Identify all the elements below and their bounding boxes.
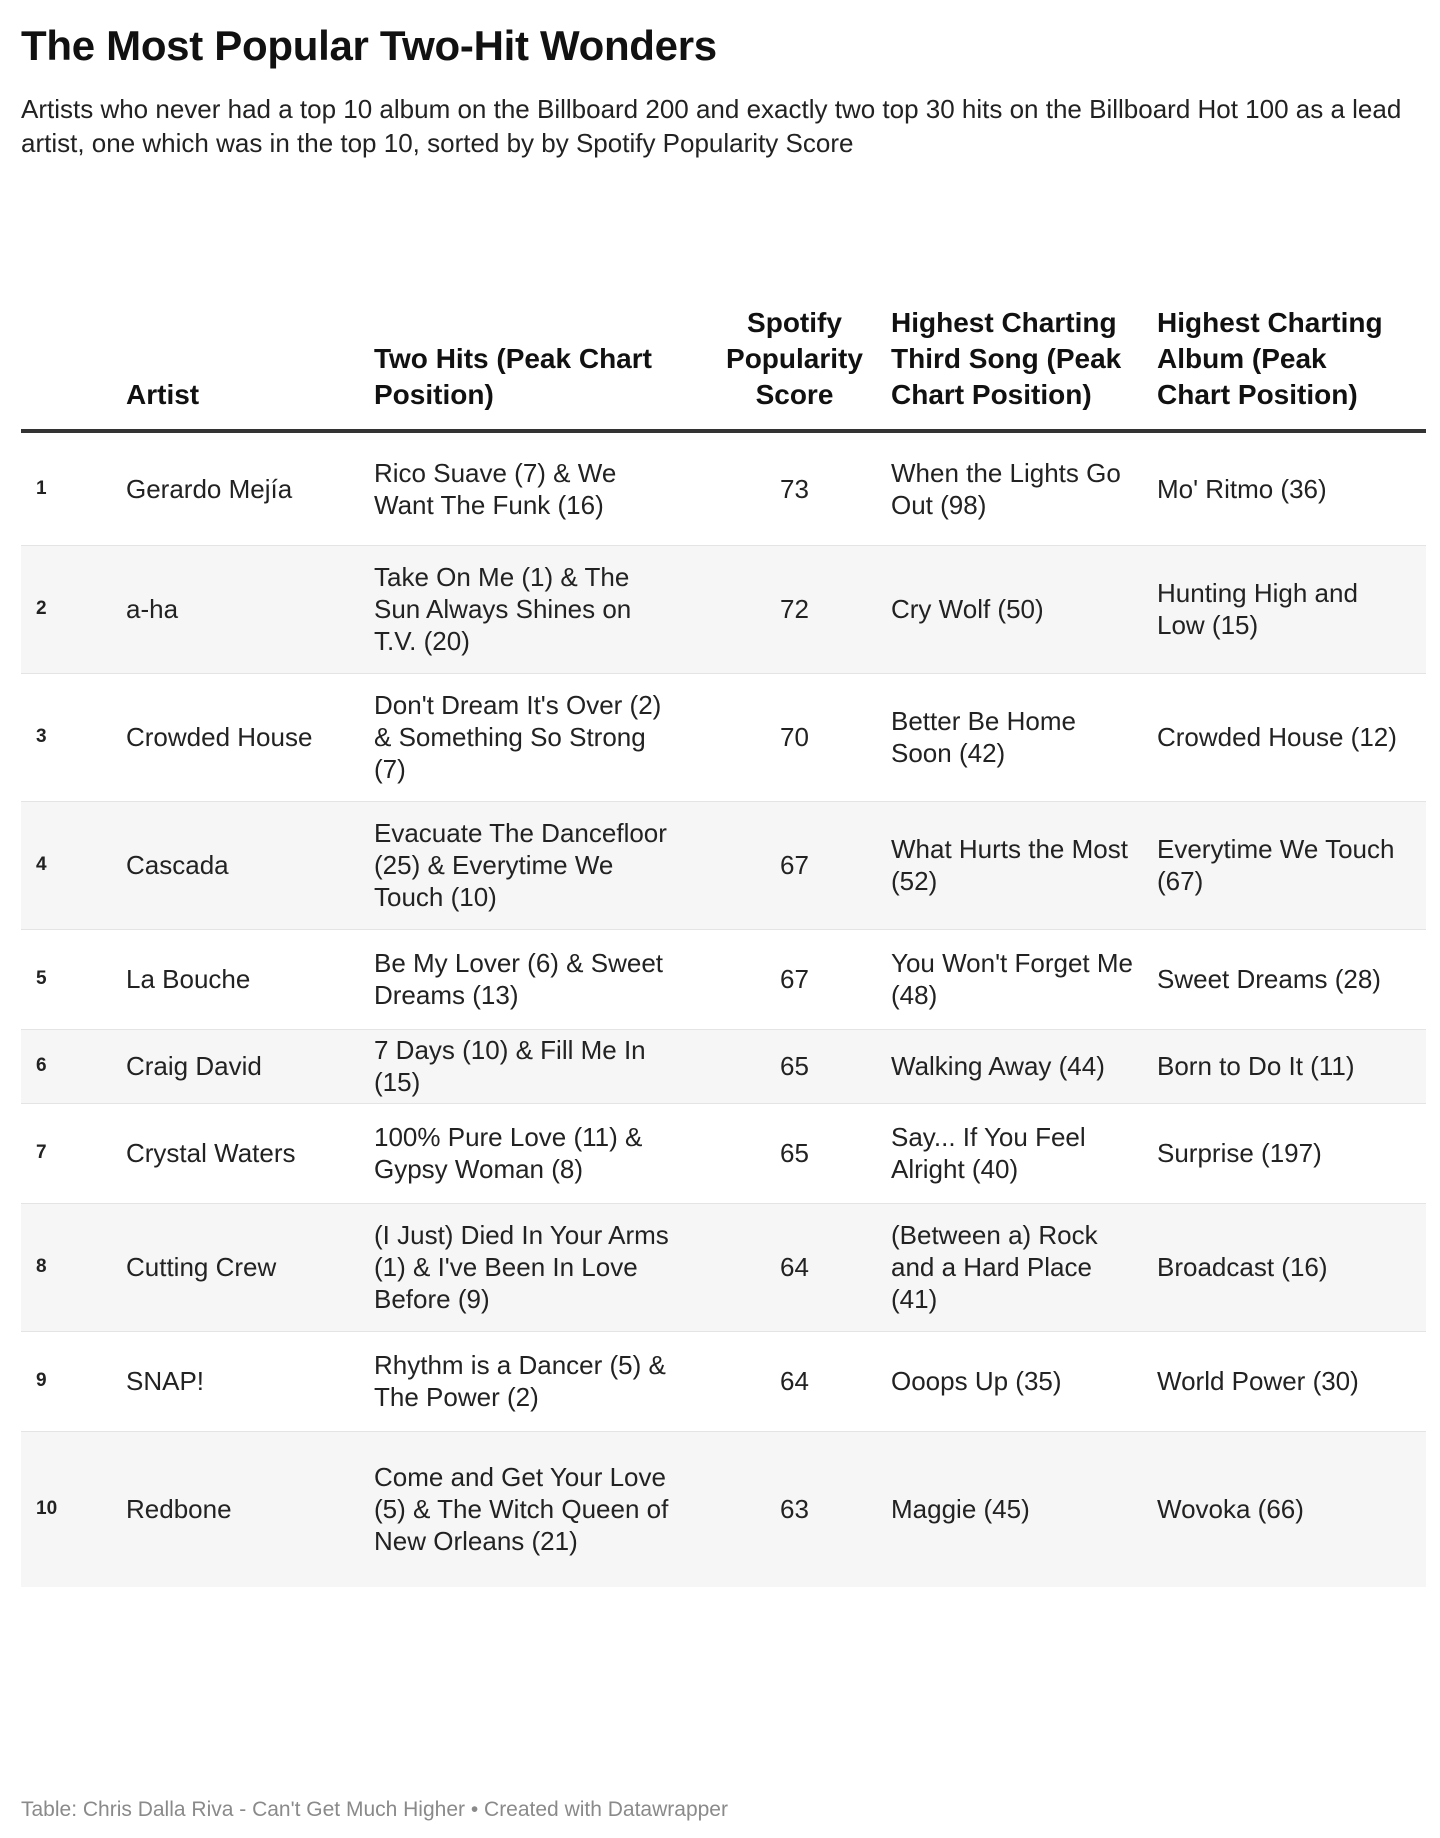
cell-rank: 9	[21, 1331, 126, 1431]
table-row	[21, 1103, 1426, 1203]
cell-artist: Crystal Waters	[126, 1103, 374, 1203]
cell-rank: 2	[21, 545, 126, 673]
cell-third-song: Ooops Up (35)	[891, 1331, 1157, 1431]
cell-rank: 5	[21, 929, 126, 1029]
cell-album: World Power (30)	[1157, 1331, 1426, 1431]
table-body	[21, 431, 1426, 1587]
cell-rank: 6	[21, 1029, 126, 1103]
cell-rank: 10	[21, 1431, 126, 1587]
table-row	[21, 801, 1426, 929]
table-row	[21, 1431, 1426, 1587]
cell-album: Everytime We Touch (67)	[1157, 801, 1426, 929]
chart-title: The Most Popular Two-Hit Wonders	[21, 22, 717, 69]
cell-spotify-score: 65	[698, 1029, 891, 1103]
cell-third-song: When the Lights Go Out (98)	[891, 431, 1157, 545]
cell-spotify-score: 67	[698, 929, 891, 1029]
cell-album: Wovoka (66)	[1157, 1431, 1426, 1587]
cell-spotify-score: 65	[698, 1103, 891, 1203]
cell-album: Surprise (197)	[1157, 1103, 1426, 1203]
cell-spotify-score: 73	[698, 431, 891, 545]
cell-album: Crowded House (12)	[1157, 673, 1426, 801]
cell-two-hits: Rhythm is a Dancer (5) & The Power (2)	[374, 1331, 698, 1431]
header-artist[interactable]: Artist	[126, 205, 374, 431]
cell-album: Broadcast (16)	[1157, 1203, 1426, 1331]
table-row	[21, 1203, 1426, 1331]
cell-two-hits: Come and Get Your Love (5) & The Witch Queen of New Orleans (21)	[374, 1431, 698, 1587]
cell-rank: 1	[21, 431, 126, 545]
cell-album: Mo' Ritmo (36)	[1157, 431, 1426, 545]
source-footer: Table: Chris Dalla Riva - Can't Get Much Higher • Created with Datawrapper	[21, 1798, 728, 1821]
table-row	[21, 929, 1426, 1029]
cell-third-song: Walking Away (44)	[891, 1029, 1157, 1103]
cell-artist: Redbone	[126, 1431, 374, 1587]
table-row	[21, 1331, 1426, 1431]
header-spotify-score[interactable]: Spotify Popularity Score	[698, 205, 891, 431]
table-row	[21, 1029, 1426, 1103]
cell-spotify-score: 64	[698, 1203, 891, 1331]
cell-two-hits: 7 Days (10) & Fill Me In (15)	[374, 1029, 698, 1103]
cell-two-hits: Don't Dream It's Over (2) & Something So Strong (7)	[374, 673, 698, 801]
header-album[interactable]: Highest Charting Album (Peak Chart Position)	[1157, 205, 1426, 431]
cell-artist: SNAP!	[126, 1331, 374, 1431]
header-row	[21, 205, 1426, 431]
table-row	[21, 545, 1426, 673]
data-table	[21, 205, 1426, 1587]
cell-rank: 3	[21, 673, 126, 801]
chart-subtitle: Artists who never had a top 10 album on the Billboard 200 and exactly two top 30 hits on the Billboard Hot 100 as a lead artist, one which was in the top 10, sorted by by Spotify Popularity Score	[21, 94, 1402, 158]
cell-two-hits: Rico Suave (7) & We Want The Funk (16)	[374, 431, 698, 545]
table-row	[21, 673, 1426, 801]
cell-artist: Cutting Crew	[126, 1203, 374, 1331]
header-third-song[interactable]: Highest Charting Third Song (Peak Chart Position)	[891, 205, 1157, 431]
cell-spotify-score: 63	[698, 1431, 891, 1587]
cell-spotify-score: 70	[698, 673, 891, 801]
cell-rank: 8	[21, 1203, 126, 1331]
cell-third-song: (Between a) Rock and a Hard Place (41)	[891, 1203, 1157, 1331]
cell-artist: Craig David	[126, 1029, 374, 1103]
cell-artist: Crowded House	[126, 673, 374, 801]
cell-album: Sweet Dreams (28)	[1157, 929, 1426, 1029]
cell-third-song: Cry Wolf (50)	[891, 545, 1157, 673]
table-row	[21, 431, 1426, 545]
cell-third-song: What Hurts the Most (52)	[891, 801, 1157, 929]
cell-third-song: You Won't Forget Me (48)	[891, 929, 1157, 1029]
cell-spotify-score: 64	[698, 1331, 891, 1431]
cell-artist: La Bouche	[126, 929, 374, 1029]
cell-third-song: Maggie (45)	[891, 1431, 1157, 1587]
cell-artist: a-ha	[126, 545, 374, 673]
cell-two-hits: Take On Me (1) & The Sun Always Shines on T.V. (20)	[374, 545, 698, 673]
cell-artist: Cascada	[126, 801, 374, 929]
cell-rank: 4	[21, 801, 126, 929]
header-rank[interactable]	[21, 205, 126, 431]
cell-spotify-score: 67	[698, 801, 891, 929]
cell-third-song: Say... If You Feel Alright (40)	[891, 1103, 1157, 1203]
header-two-hits[interactable]: Two Hits (Peak Chart Position)	[374, 205, 698, 431]
cell-album: Born to Do It (11)	[1157, 1029, 1426, 1103]
cell-third-song: Better Be Home Soon (42)	[891, 673, 1157, 801]
cell-two-hits: Be My Lover (6) & Sweet Dreams (13)	[374, 929, 698, 1029]
cell-two-hits: (I Just) Died In Your Arms (1) & I've Been In Love Before (9)	[374, 1203, 698, 1331]
table-header	[21, 205, 1426, 431]
cell-rank: 7	[21, 1103, 126, 1203]
cell-artist: Gerardo Mejía	[126, 431, 374, 545]
cell-album: Hunting High and Low (15)	[1157, 545, 1426, 673]
cell-two-hits: Evacuate The Dancefloor (25) & Everytime We Touch (10)	[374, 801, 698, 929]
cell-spotify-score: 72	[698, 545, 891, 673]
cell-two-hits: 100% Pure Love (11) & Gypsy Woman (8)	[374, 1103, 698, 1203]
